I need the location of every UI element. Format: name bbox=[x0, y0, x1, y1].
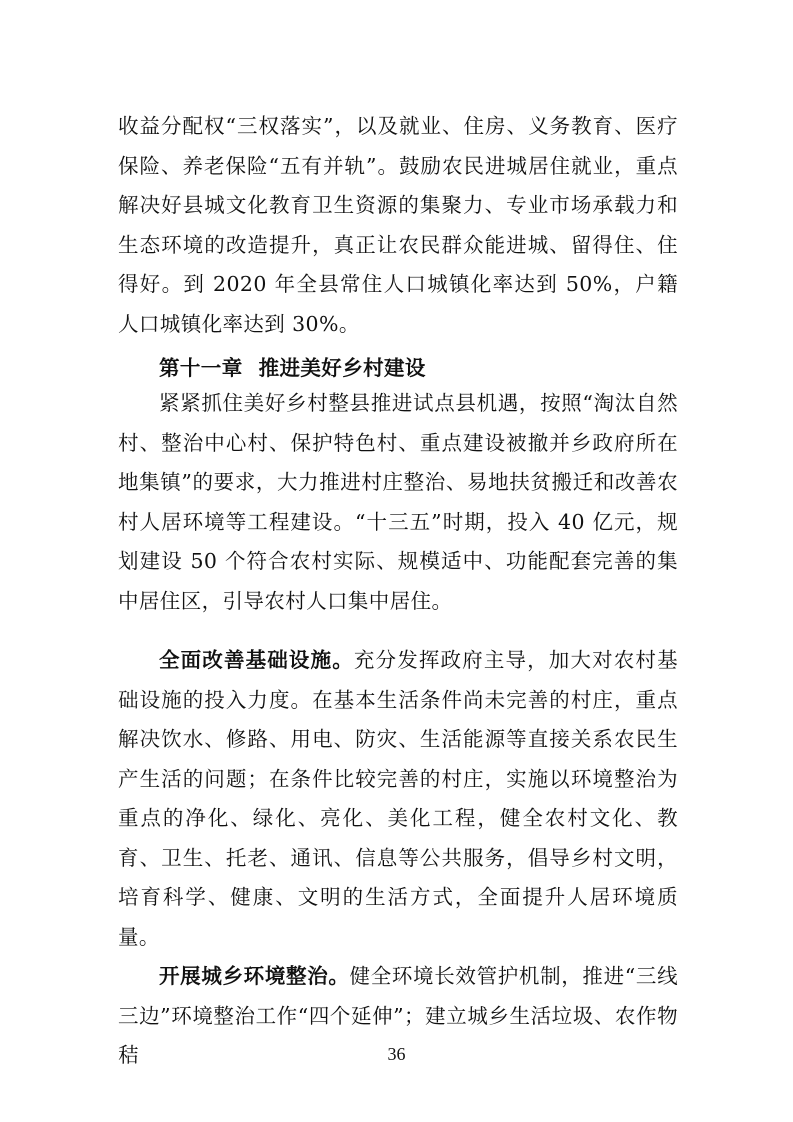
intro-paragraph: 收益分配权“三权落实”，以及就业、住房、义务教育、医疗保险、养老保险“五有并轨”。鼓励农民进城居住就业，重点解决好县城文化教育卫生资源的集聚力、专业市场承载力和生态环境的改造提升，真正让农民群众能进城、留得住、住得好。到 2020 年全县常住人口城镇化率达到 50%，户籍人口城镇化率达到 30%。 bbox=[118, 114, 678, 336]
infrastructure-body: 充分发挥政府主导，加大对农村基础设施的投入力度。在基本生活条件尚未完善的村庄，重点解决饮水、修路、用电、防灾、生活能源等直接关系农民生产生活的问题；在条件比较完善的村庄，实施以环境整治为重点的净化、绿化、亮化、美化工程，健全农村文化、教育、卫生、托老、通讯、信息等公共服务，倡导乡村文明，培育科学、健康、文明的生活方式，全面提升人居环境质量。 bbox=[118, 648, 678, 949]
infrastructure-lead: 全面改善基础设施。 bbox=[159, 648, 354, 672]
page-number: 36 bbox=[387, 1044, 406, 1064]
environment-lead: 开展城乡环境整治。 bbox=[159, 964, 350, 988]
chapter-number: 第十一章 bbox=[159, 356, 243, 380]
environment-body: 健全环境长效管护机制，推进“三线三边”环境整治工作“四个延伸”；建立城乡生活垃圾、农作物秸 bbox=[118, 964, 678, 1067]
chapter-title: 推进美好乡村建设 bbox=[258, 356, 426, 380]
infrastructure-paragraph bbox=[118, 641, 678, 957]
chapter-paragraph: 紧紧抓住美好乡村整县推进试点县机遇，按照“淘汰自然村、整治中心村、保护特色村、重点建设被撤并乡政府所在地集镇”的要求，大力推进村庄整治、易地扶贫搬迁和改善农村人居环境等工程建设。“十三五”时期，投入 40 亿元，规划建设 50 个符合农村实际、规模适中、功能配套完善的集中居住区，引导农村人口集中居住。 bbox=[118, 391, 678, 613]
chapter-heading bbox=[159, 352, 426, 384]
